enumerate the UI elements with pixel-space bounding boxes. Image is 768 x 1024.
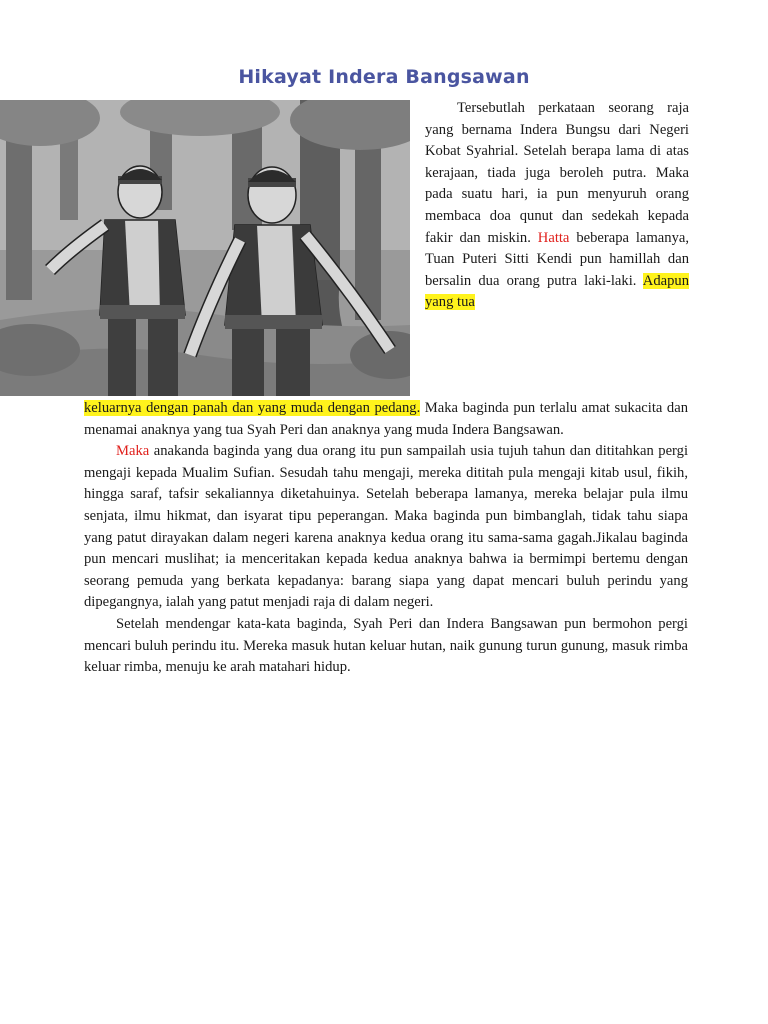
paragraph-1-continued bbox=[84, 398, 688, 441]
paragraph-1-part-3: Maka baginda pun terlalu amat sukacita dan menamai anaknya yang tua Syah Peri dan anaknya yang muda Indera Bangsawan. bbox=[84, 400, 688, 438]
paragraph-1-top bbox=[425, 98, 689, 314]
paragraph-2-text: anakanda baginda yang dua orang itu pun sampailah usia tujuh tahun dan dititahkan pergi mengaji kepada Mualim Sufian. Sesudah tahu mengaji, mereka dititah pula mengaji kitab usul, fikih, hingga saraf, tafsir sekaliannya diketahuinya. Setelah beberapa lamanya, mereka belajar pula ilmu senjata, ilmu hikmat, dan isyarat tipu peperangan. Maka baginda pun bimbanglah, tidak tahu siapa yang patut dirayakan dalam negeri karena anaknya kedua orang itu sama-sama gagah.Jikalau baginda pun mencari muslihat; ia menceritakan kepada kedua anaknya bahwa ia bermimpi bertemu dengan seorang pemuda yang berkata kepadanya: barang siapa yang dapat mencari buluh perindu yang dipegangnya, ialah yang patut menjadi raja di dalam negeri. bbox=[84, 443, 688, 611]
hatta-red-word: Hatta bbox=[537, 229, 570, 246]
highlighted-text-1: Adapun yang tua bbox=[425, 272, 689, 311]
side-text-column bbox=[425, 98, 689, 314]
paragraph-1-part-2: beberapa lamanya, Tuan Puteri Sitti Kendi pun hamillah dan bersalin dua orang putra laki-laki. bbox=[425, 229, 689, 289]
maka-red-word: Maka bbox=[116, 443, 150, 460]
paragraph-2 bbox=[84, 441, 688, 614]
paragraph-1-part-1: Tersebutlah perkataan seorang raja yang bernama Indera Bungsu dari Negeri Kobat Syahrial. Setelah berapa lama di atas kerajaan, tiada juga beroleh putra. Maka pada suatu hari, ia pun menyuruh orang membaca doa qunut dan sedekah kepada fakir dan miskin. bbox=[425, 100, 689, 246]
two-boys-in-forest-illustration bbox=[0, 100, 410, 396]
main-text-column bbox=[84, 398, 688, 679]
paragraph-3: Setelah mendengar kata-kata baginda, Syah Peri dan Indera Bangsawan pun bermohon pergi mencari buluh perindu itu. Mereka masuk hutan keluar hutan, naik gunung turun gunung, masuk rimba keluar rimba, menuju ke arah matahari hidup. bbox=[84, 615, 688, 676]
document-title: Hikayat Indera Bangsawan bbox=[238, 66, 530, 88]
highlighted-text-2: keluarnya dengan panah dan yang muda dengan pedang. bbox=[84, 400, 421, 416]
